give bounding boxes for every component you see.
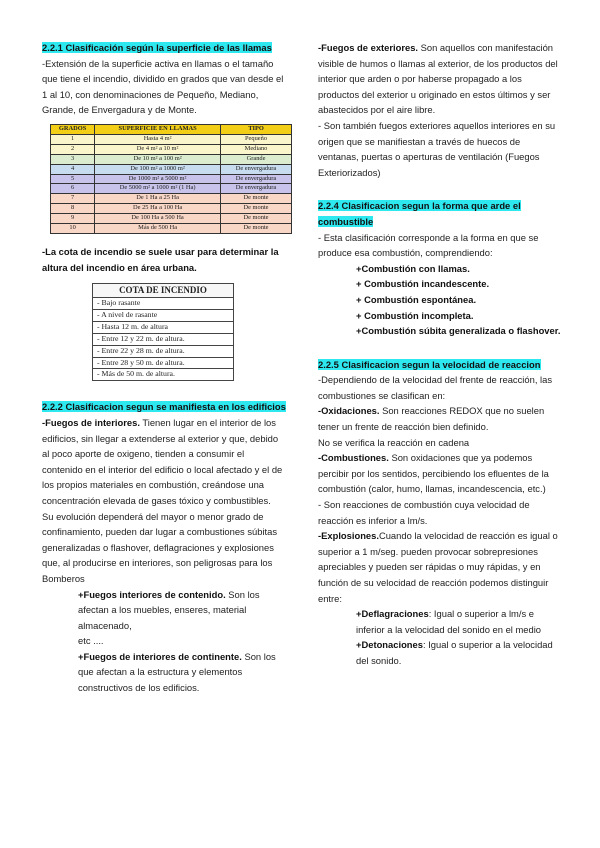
explosiones-text-2: apreciables y pueden ser rápidas o muy rápidas, y en función de su velocidad de reacción podemos distinguir entre: (318, 561, 549, 604)
tipo-cell: Mediano (221, 144, 292, 154)
grados-cell: 10 (51, 224, 95, 234)
tipo-cell: De monte (221, 224, 292, 234)
detonaciones-text: : Igual o superior a la velocidad del sonido. (356, 639, 553, 666)
grados-row (51, 224, 292, 234)
combustion-list-item: + Combustión incandescente. (356, 278, 490, 290)
combustion-list-item: + Combustión espontánea. (356, 293, 477, 305)
combustiones-label: -Combustiones. (318, 452, 389, 464)
paragraph-exteriorizados: - Son también fuegos exteriores aquellos interiores en su origen que se manifiestan a través de huecos de ventanas, puertas o aperturas de ventilación (Fuegos Exteriorizados) (318, 119, 556, 178)
grados-table-body (51, 134, 292, 233)
grados-header-tipo: TIPO (221, 124, 292, 134)
cota-cell: - Entre 22 y 28 m. de altura. (93, 345, 234, 357)
grados-cell: 5 (51, 174, 95, 184)
superficie-cell: De 1000 m² a 5000 m² (95, 174, 221, 184)
grados-cell: 8 (51, 204, 95, 214)
cota-cell: - Más de 50 m. de altura. (93, 369, 234, 381)
fuegos-exteriores-text: Son aquellos con manifestación visible de humos o llamas al exterior, de los productos del interior que arden o por haberse propagado a los productos del exterior u originado en estos últimos y ser abastecidos por el aire libre. (318, 42, 558, 116)
section-heading-2-2-5: 2.2.5 Clasificacion segun la velocidad de reaccion (318, 358, 541, 370)
cota-table (92, 283, 234, 381)
grados-cell: 7 (51, 194, 95, 204)
detonaciones-label: +Detonaciones (356, 639, 423, 651)
combustiones-text: Son oxidaciones que ya podemos percibir por los sentidos, percibiendo los efluentes de la combustión (calor, humo, llamas, incandescencia, etc.) (318, 452, 549, 495)
superficie-cell: De 5000 m² a 1000 m² (1 Ha) (95, 184, 221, 194)
superficie-cell: De 25 Ha a 100 Ha (95, 204, 221, 214)
paragraph-fuegos-exteriores (318, 40, 562, 118)
grados-cell: 6 (51, 184, 95, 194)
explosiones-label: -Explosiones. (318, 530, 379, 542)
oxidaciones-label: -Oxidaciones. (318, 405, 380, 417)
deflagraciones-text: : Igual o superior a lm/s e inferior a la velocidad del sonido en el medio (356, 608, 542, 635)
oxidaciones-text: Son reacciones REDOX que no suelen tener un frente de reacción bien definido. (318, 405, 545, 433)
paragraph-velocidad: -Dependiendo de la velocidad del frente de reacción, las combustiones se clasifican en: (318, 374, 553, 401)
paragraph-combustiones (318, 450, 562, 497)
tipo-cell: De monte (221, 194, 292, 204)
grados-row (51, 134, 292, 144)
fuegos-exteriores-label: -Fuegos de exteriores. (318, 42, 419, 53)
section-heading-2-2-1: 2.2.1 Clasificación según la superficie de las llamas (42, 42, 272, 53)
grados-table-header (51, 124, 292, 134)
paragraph-evolucion: Su evolución dependerá del mayor o menor grado de confinamiento, pueden dar lugar a combustiones súbitas generalizadas o flashover, deflagraciones y explosiones que, al producirse en interiores, son peligrosas para los Bomberos (42, 510, 278, 584)
combustion-list-item: +Combustión con llamas. (356, 262, 470, 274)
tipo-cell: Grande (221, 154, 292, 164)
fuegos-interiores-text: Tienen lugar en el interior de los edificios, sin llegar a extenderse al exterior y que, debido al poco aporte de oxigeno, tienden a consumir el contenido en el interior del edificio o local afectado y el de los propios materiales en combustión, creándose una concentración elevada de gases tóxico y combustibles. (42, 416, 283, 506)
fuegos-interiores-label: -Fuegos de interiores. (42, 416, 140, 428)
grados-header-grados: GRADOS (51, 124, 95, 134)
combustiones-text-2: - Son reacciones de combustión cuya velocidad de reacción es inferior a lm/s. (318, 499, 530, 526)
cota-table-body (93, 298, 234, 381)
grados-row (51, 154, 292, 164)
superficie-cell: De 1 Ha a 25 Ha (95, 194, 221, 204)
grados-header-superficie: SUPERFICIE EN LLAMAS (95, 124, 221, 134)
contenido-etc: etc .... (78, 635, 104, 647)
cota-row (93, 309, 234, 321)
grados-row (51, 204, 292, 214)
explosion-subtypes (318, 606, 562, 668)
cota-row (93, 321, 234, 333)
superficie-cell: Más de 500 Ha (95, 224, 221, 234)
grados-row (51, 144, 292, 154)
deflagraciones-label: +Deflagraciones (356, 608, 429, 620)
oxidaciones-text-2: No se verifica la reacción en cadena (318, 436, 470, 448)
cota-cell: - Bajo rasante (93, 298, 234, 310)
superficie-cell: De 100 m² a 1000 m² (95, 164, 221, 174)
tipo-cell: Pequeño (221, 134, 292, 144)
section-heading-2-2-2: 2.2.2 Clasificacion segun se manifiesta en los edificios (42, 401, 286, 413)
section-heading-2-2-4: 2.2.4 Clasificacion segun la forma que arde el combustible (318, 200, 521, 227)
grados-row (51, 194, 292, 204)
paragraph-forma-combustion: - Esta clasificación corresponde a la forma en que se produce esa combustión, comprendiendo: (318, 231, 539, 259)
left-column (42, 40, 286, 696)
superficie-cell: Hasta 4 m² (95, 134, 221, 144)
superficie-cell: De 100 Ha a 500 Ha (95, 214, 221, 224)
cota-row (93, 298, 234, 310)
continente-text: Son los que afectan a la estructura y elementos constructivos de los edificios. (78, 650, 276, 694)
grados-cell: 1 (51, 134, 95, 144)
paragraph-oxidaciones (318, 403, 562, 434)
contenido-text: Son los afectan a los muebles, enseres, material almacenado, (78, 588, 260, 631)
continente-label: +Fuegos de interiores de continente. (78, 650, 242, 662)
cota-row (93, 333, 234, 345)
subtype-contenido (42, 587, 286, 696)
grados-cell: 9 (51, 214, 95, 224)
grados-table (50, 124, 292, 234)
combustion-list (318, 261, 562, 339)
cota-table-header: COTA DE INCENDIO (93, 284, 234, 298)
grados-row (51, 184, 292, 194)
cota-cell: - Hasta 12 m. de altura (93, 321, 234, 333)
tipo-cell: De envergadura (221, 164, 292, 174)
paragraph-superficie: -Extensión de la superficie activa en llamas o el tamaño que tiene el incendio, dividido en grados que van desde el 1 al 10, con denominaciones de Pequeño, Mediano, Grande, de Envergadura y de Monte. (42, 57, 284, 116)
superficie-cell: De 10 m² a 100 m² (95, 154, 221, 164)
right-column (318, 40, 562, 669)
grados-row (51, 164, 292, 174)
cota-cell: - Entre 12 y 22 m. de altura. (93, 333, 234, 345)
cota-row (93, 357, 234, 369)
cota-row (93, 369, 234, 381)
paragraph-cota: -La cota de incendio se suele usar para determinar la altura del incendio en área urbana. (42, 245, 279, 273)
tipo-cell: De envergadura (221, 184, 292, 194)
cota-cell: - Entre 28 y 50 m. de altura. (93, 357, 234, 369)
paragraph-fuegos-interiores (42, 415, 286, 509)
grados-cell: 4 (51, 164, 95, 174)
superficie-cell: De 4 m² a 10 m² (95, 144, 221, 154)
tipo-cell: De monte (221, 214, 292, 224)
tipo-cell: De monte (221, 204, 292, 214)
combustion-list-item: +Combustión súbita generalizada o flashover. (356, 325, 561, 337)
grados-cell: 2 (51, 144, 95, 154)
cota-row (93, 345, 234, 357)
grados-cell: 3 (51, 154, 95, 164)
contenido-label: +Fuegos interiores de contenido. (78, 588, 226, 600)
tipo-cell: De envergadura (221, 174, 292, 184)
paragraph-explosiones (318, 528, 562, 559)
combustion-list-item: + Combustión incompleta. (356, 309, 474, 321)
grados-row (51, 174, 292, 184)
grados-row (51, 214, 292, 224)
cota-cell: - A nivel de rasante (93, 309, 234, 321)
explosiones-text: Cuando la velocidad de reacción es igual o superior a 1 m/seg. pueden provocar sobrepresiones (318, 530, 558, 557)
